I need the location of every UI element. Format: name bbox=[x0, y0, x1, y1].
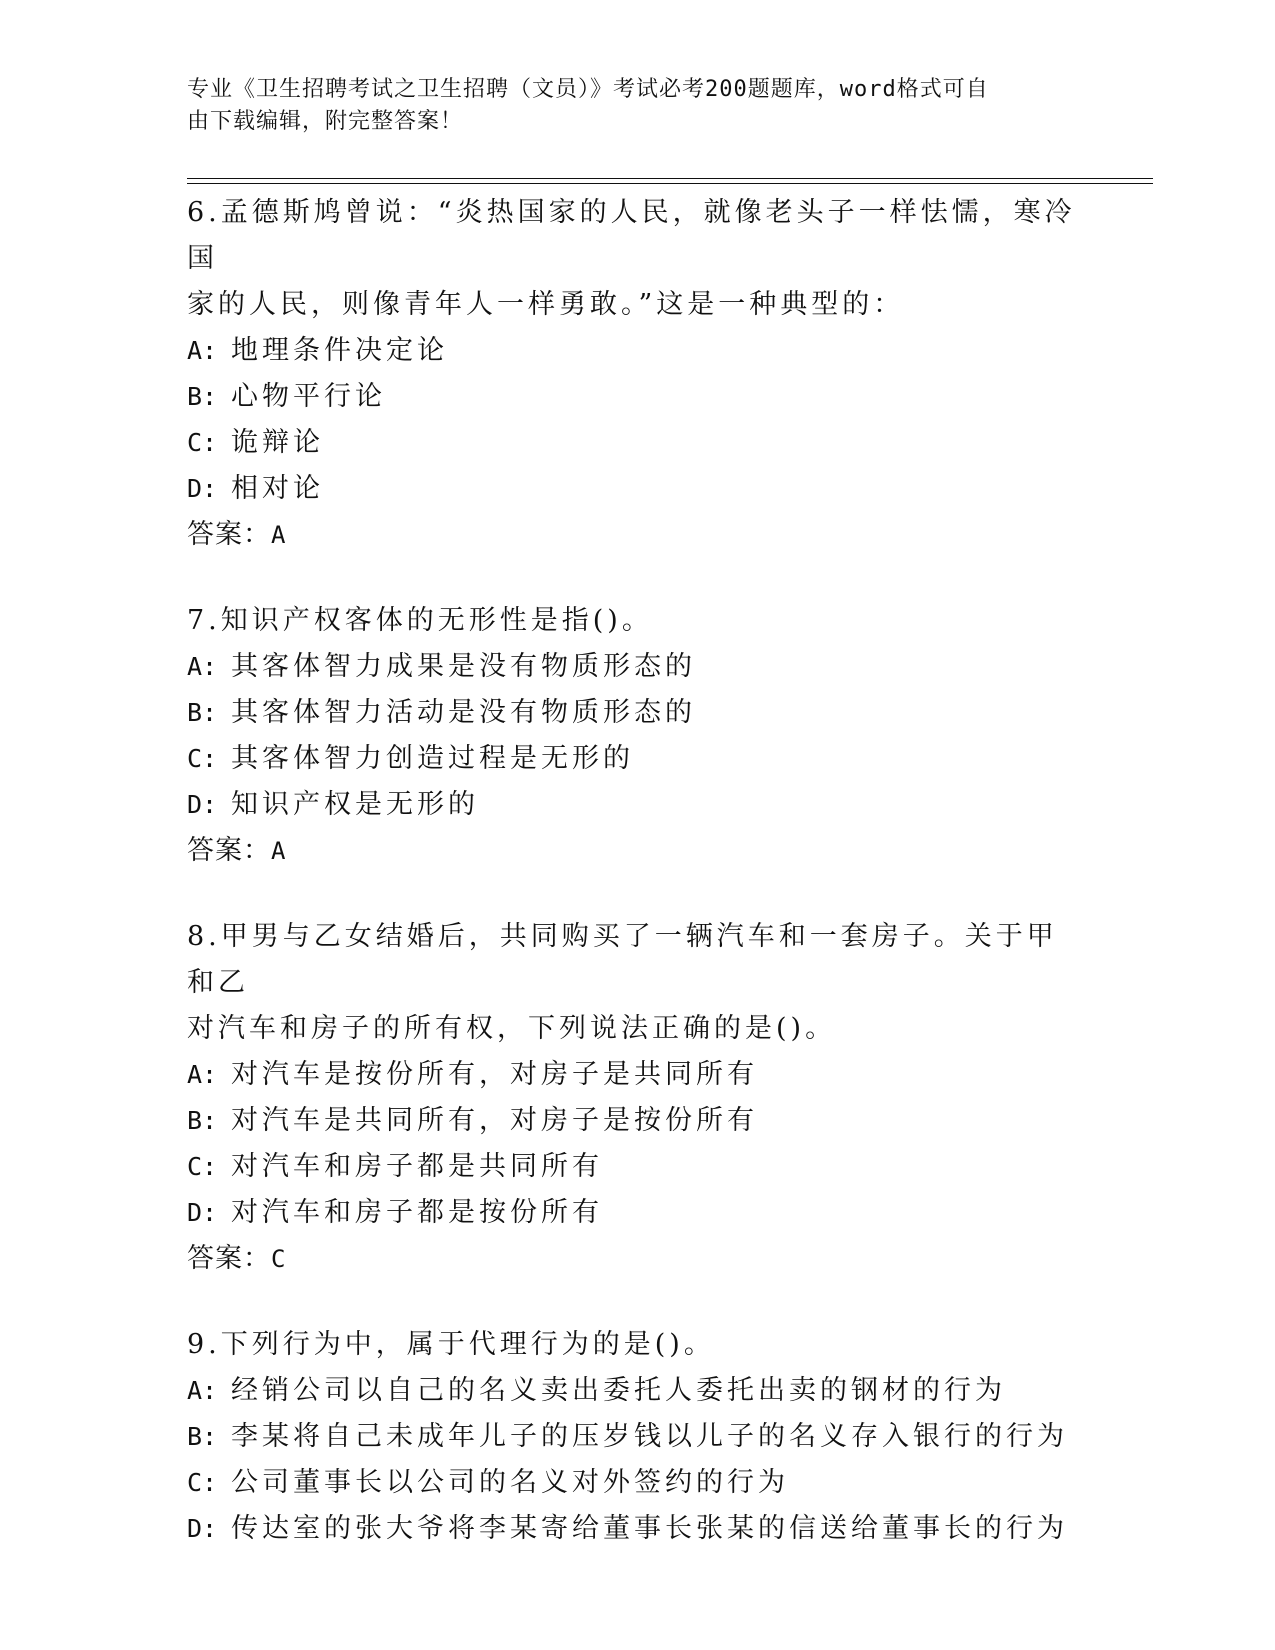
option-d bbox=[187, 466, 1087, 512]
question-7 bbox=[187, 598, 1087, 874]
answer-label: 答案： bbox=[187, 835, 271, 866]
option-text: 李某将自己未成年儿子的压岁钱以儿子的名义存入银行的行为 bbox=[231, 1421, 1068, 1452]
option-a bbox=[187, 644, 1087, 690]
option-text: 其客体智力创造过程是无形的 bbox=[231, 743, 634, 774]
option-letter: A: bbox=[187, 336, 218, 365]
option-letter: D: bbox=[187, 1514, 218, 1543]
option-text: 传达室的张大爷将李某寄给董事长张某的信送给董事长的行为 bbox=[231, 1513, 1068, 1544]
option-text: 对汽车和房子都是按份所有 bbox=[231, 1197, 603, 1228]
option-c bbox=[187, 1460, 1087, 1506]
question-text bbox=[187, 190, 1087, 328]
option-text: 知识产权是无形的 bbox=[231, 789, 479, 820]
option-b bbox=[187, 374, 1087, 420]
question-text bbox=[187, 914, 1087, 1052]
header-line-1: 专业《卫生招聘考试之卫生招聘（文员）》考试必考200题题库，word格式可自 bbox=[187, 77, 989, 102]
option-d bbox=[187, 1506, 1087, 1552]
question-list bbox=[187, 190, 1087, 1592]
option-letter: D: bbox=[187, 1198, 218, 1227]
option-letter: C: bbox=[187, 428, 218, 457]
option-text: 地理条件决定论 bbox=[231, 335, 448, 366]
option-d bbox=[187, 1190, 1087, 1236]
header-divider-bottom bbox=[187, 183, 1153, 184]
answer-line bbox=[187, 1236, 1087, 1282]
document-header bbox=[187, 74, 1067, 138]
answer-value: C bbox=[271, 1245, 287, 1273]
option-c bbox=[187, 1144, 1087, 1190]
option-text: 诡辩论 bbox=[231, 427, 324, 458]
question-8 bbox=[187, 914, 1087, 1282]
option-a bbox=[187, 1052, 1087, 1098]
header-divider-top bbox=[187, 178, 1153, 179]
answer-value: A bbox=[271, 837, 287, 865]
answer-label: 答案： bbox=[187, 519, 271, 550]
question-6 bbox=[187, 190, 1087, 558]
option-letter: D: bbox=[187, 474, 218, 503]
option-text: 对汽车是共同所有，对房子是按份所有 bbox=[231, 1105, 758, 1136]
option-letter: B: bbox=[187, 1106, 218, 1135]
question-text-line: 9.下列行为中，属于代理行为的是()。 bbox=[187, 1329, 715, 1360]
question-9 bbox=[187, 1322, 1087, 1552]
answer-line bbox=[187, 512, 1087, 558]
option-letter: B: bbox=[187, 1422, 218, 1451]
answer-label: 答案： bbox=[187, 1243, 271, 1274]
option-b bbox=[187, 690, 1087, 736]
question-text bbox=[187, 1322, 1087, 1368]
option-a bbox=[187, 328, 1087, 374]
option-c bbox=[187, 736, 1087, 782]
question-text-line: 家的人民，则像青年人一样勇敢。”这是一种典型的： bbox=[187, 289, 905, 320]
option-letter: C: bbox=[187, 1152, 218, 1181]
question-text bbox=[187, 598, 1087, 644]
option-letter: C: bbox=[187, 744, 218, 773]
option-letter: B: bbox=[187, 382, 218, 411]
option-text: 相对论 bbox=[231, 473, 324, 504]
option-d bbox=[187, 782, 1087, 828]
option-c bbox=[187, 420, 1087, 466]
option-text: 经销公司以自己的名义卖出委托人委托出卖的钢材的行为 bbox=[231, 1375, 1006, 1406]
option-text: 对汽车是按份所有，对房子是共同所有 bbox=[231, 1059, 758, 1090]
option-letter: A: bbox=[187, 652, 218, 681]
option-letter: B: bbox=[187, 698, 218, 727]
answer-value: A bbox=[271, 521, 287, 549]
option-letter: A: bbox=[187, 1376, 218, 1405]
option-b bbox=[187, 1098, 1087, 1144]
option-text: 其客体智力活动是没有物质形态的 bbox=[231, 697, 696, 728]
answer-line bbox=[187, 828, 1087, 874]
option-text: 对汽车和房子都是共同所有 bbox=[231, 1151, 603, 1182]
header-line-2: 由下载编辑，附完整答案！ bbox=[187, 109, 464, 134]
question-text-line: 8.甲男与乙女结婚后，共同购买了一辆汽车和一套房子。关于甲和乙 bbox=[187, 921, 1058, 998]
option-b bbox=[187, 1414, 1087, 1460]
question-text-line: 对汽车和房子的所有权，下列说法正确的是()。 bbox=[187, 1013, 837, 1044]
option-letter: A: bbox=[187, 1060, 218, 1089]
option-text: 心物平行论 bbox=[231, 381, 386, 412]
question-text-line: 7.知识产权客体的无形性是指()。 bbox=[187, 605, 653, 636]
option-text: 其客体智力成果是没有物质形态的 bbox=[231, 651, 696, 682]
option-letter: C: bbox=[187, 1468, 218, 1497]
option-text: 公司董事长以公司的名义对外签约的行为 bbox=[231, 1467, 789, 1498]
question-text-line: 6.孟德斯鸠曾说：“炎热国家的人民，就像老头子一样怯懦，寒冷国 bbox=[187, 197, 1076, 274]
option-letter: D: bbox=[187, 790, 218, 819]
option-a bbox=[187, 1368, 1087, 1414]
